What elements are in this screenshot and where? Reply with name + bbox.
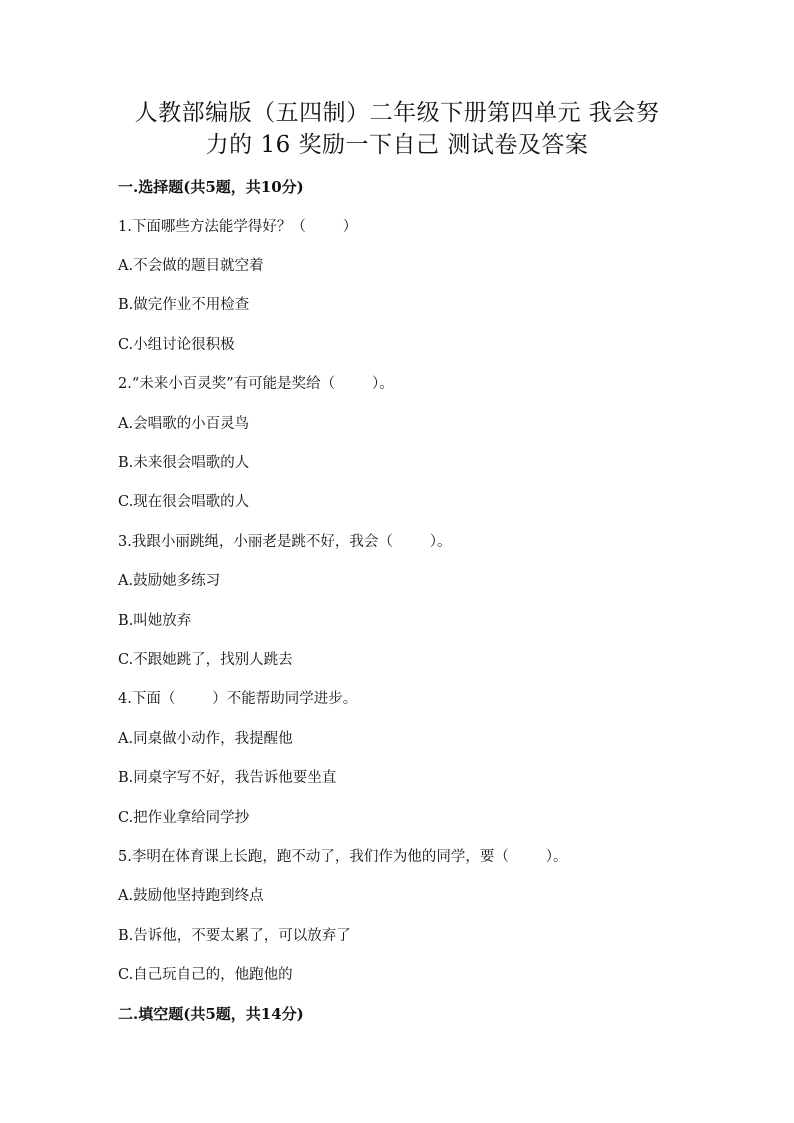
question-5-option-b: B.告诉他，不要太累了，可以放弃了 (118, 928, 351, 944)
document-title-line-1: 人教部编版（五四制）二年级下册第四单元 我会努 (134, 100, 660, 126)
question-4-option-b: B.同桌字写不好，我告诉他要坐直 (118, 770, 337, 786)
question-5-stem: 5.李明在体育课上长跑，跑不动了，我们作为他的同学，要（ ）。 (118, 849, 568, 865)
question-3-stem: 3.我跟小丽跳绳，小丽老是跳不好，我会（ ）。 (118, 534, 452, 550)
section-heading-multiple-choice: 一.选择题(共5题，共10分) (118, 178, 304, 196)
question-2-option-b: B.未来很会唱歌的人 (118, 455, 250, 471)
question-2-option-a: A.会唱歌的小百灵鸟 (118, 416, 250, 432)
question-2-stem: 2.“未来小百灵奖”有可能是奖给（ ）。 (118, 376, 394, 392)
question-4-option-c: C.把作业拿给同学抄 (118, 810, 250, 826)
question-1-stem: 1.下面哪些方法能学得好？（ ） (118, 219, 358, 235)
question-1-option-c: C.小组讨论很积极 (118, 337, 235, 353)
question-1-option-b: B.做完作业不用检查 (118, 297, 250, 313)
question-5-option-c: C.自己玩自己的，他跑他的 (118, 967, 293, 983)
section-heading-fill-in-blank: 二.填空题(共5题，共14分) (118, 1005, 304, 1023)
question-1-option-a: A.不会做的题目就空着 (118, 258, 264, 274)
question-5-option-a: A.鼓励他坚持跑到终点 (118, 888, 264, 904)
question-4-stem: 4.下面（ ）不能帮助同学进步。 (118, 691, 358, 707)
question-3-option-b: B.叫她放弃 (118, 613, 192, 629)
question-2-option-c: C.现在很会唱歌的人 (118, 494, 250, 510)
question-3-option-a: A.鼓励她多练习 (118, 573, 221, 589)
question-3-option-c: C.不跟她跳了，找别人跳去 (118, 652, 293, 668)
document-title-line-2: 力的 16 奖励一下自己 测试卷及答案 (205, 132, 589, 158)
question-4-option-a: A.同桌做小动作，我提醒他 (118, 731, 293, 747)
